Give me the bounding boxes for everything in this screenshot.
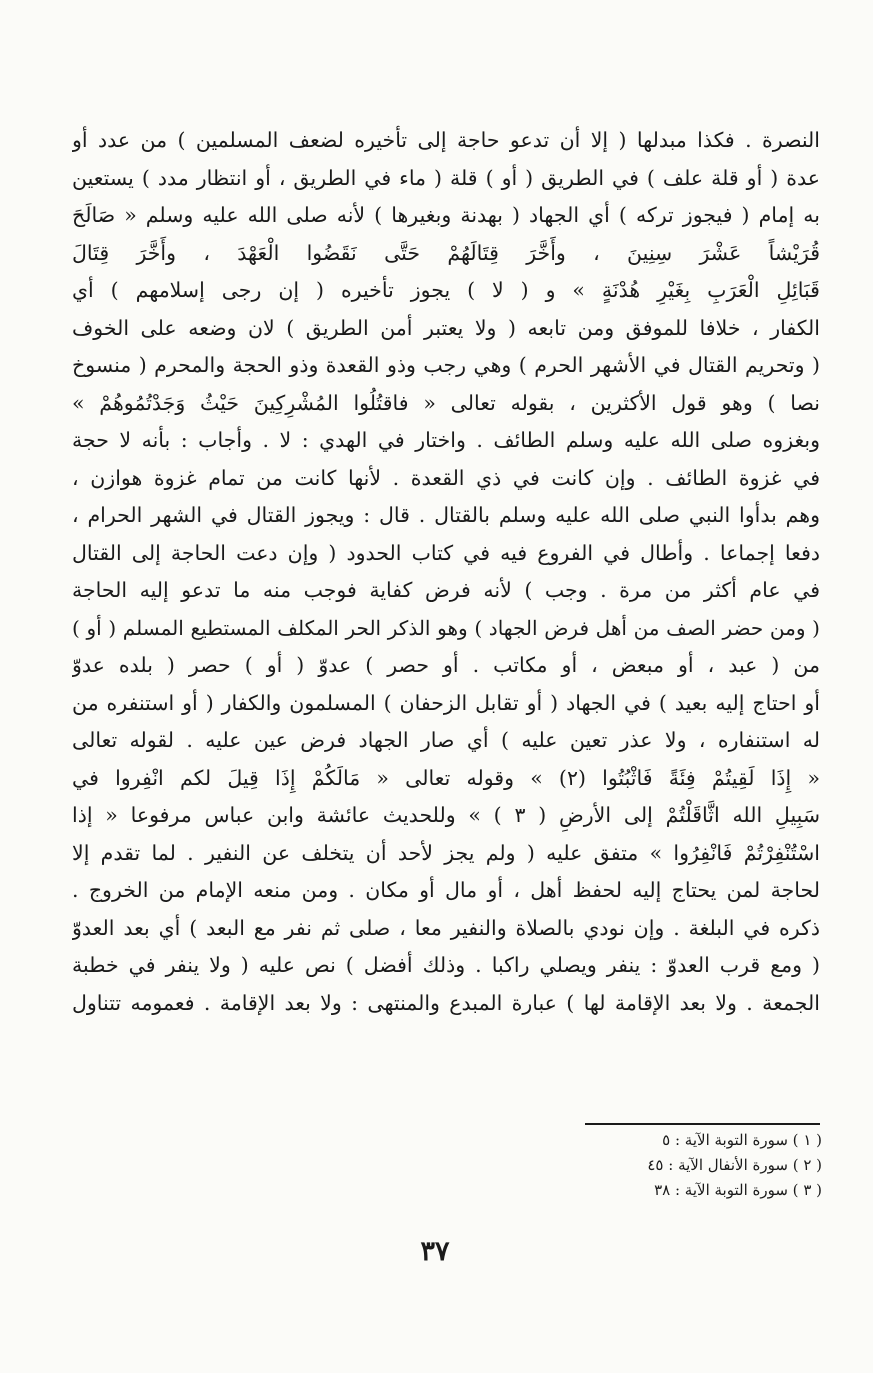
- text-line: أو احتاج إليه بعيد ) في الجهاد ( أو تقابل الزحفان ) المسلمون والكفار ( أو استنفره من: [72, 690, 820, 715]
- text-line: « إِذَا لَقِيتُمْ فِئَةً فَاثْبُتُوا (٢) » وقوله تعالى « مَالَكُمْ إِذَا قِيلَ لكم انْفِروا في: [72, 765, 820, 790]
- main-text: [72, 122, 820, 1022]
- text-line: في غزوة الطائف . وإن كانت في ذي القعدة . لأنها كانت من تمام غزوة هوازن ،: [72, 465, 820, 490]
- text-line: الجمعة . ولا بعد الإقامة لها ) عبارة المبدع والمنتهى : ولا بعد الإقامة . فعمومه تتناول: [72, 990, 820, 1015]
- text-line: النصرة . فكذا مبدلها ( إلا أن تدعو حاجة إلى تأخيره لضعف المسلمين ) من عدد أو: [72, 128, 820, 152]
- text-line: اسْتُنْفِرْتُمْ فَانْفِرُوا » متفق عليه ( ولم يجز لأحد أن يتخلف عن النفير . لما تقدم إلا: [72, 840, 820, 865]
- text-line: قَبَائِلِ الْعَرَبِ بِغَيْرِ هُدْنَةٍ » و ( لا ) يجوز تأخيره ( إن رجى إسلامهم ) أي: [72, 278, 820, 302]
- footnote-3: ( ٣ ) سورة التوبة الآية : ٣٨: [654, 1181, 822, 1199]
- text-line: عدة ( أو قلة علف ) في الطريق ( أو ) قلة ( ماء في الطريق ، أو انتظار مدد ) يستعين: [72, 165, 820, 190]
- footnote-divider: [585, 1123, 820, 1125]
- footnote-2: ( ٢ ) سورة الأنفال الآية : ٤٥: [647, 1156, 822, 1174]
- text-line: له استنفاره ، ولا عذر تعين عليه ) أي صار الجهاد فرض عين عليه . لقوله تعالى: [72, 728, 820, 752]
- page-number: ٣٧: [420, 1236, 450, 1267]
- footnotes: [560, 1128, 822, 1203]
- text-line: دفعا إجماعا . وأطال في الفروع فيه في كتاب الحدود ( وإن دعت الحاجة إلى القتال: [72, 540, 820, 565]
- text-line: وهم بدأوا النبي صلى الله عليه وسلم بالقتال . قال : ويجوز القتال في الشهر الحرام ،: [72, 503, 820, 527]
- text-line: ( وتحريم القتال في الأشهر الحرم ) وهي رجب وذو القعدة وذو الحجة والمحرم ( منسوخ: [72, 353, 820, 377]
- text-line: قُرَيْشاً عَشْرَ سِنِينَ ، وأَخَّرَ قِتَالَهُمْ حَتَّى نَقَضُوا الْعَهْدَ ، وأَخَّرَ قِتَالَ: [72, 240, 820, 265]
- text-line: من ( عبد ، أو مبعض ، أو مكاتب . أو حصر ) عدوّ ( أو ) حصر ( بلده عدوّ: [72, 653, 820, 677]
- text-line: سَبِيلِ الله اثَّاقَلْتُمْ إلى الأرضِ ( ٣ ) » وللحديث عائشة وابن عباس مرفوعا « إذا: [72, 803, 820, 827]
- footnote-1: ( ١ ) سورة التوبة الآية : ٥: [662, 1131, 822, 1149]
- text-line: ( ومن حضر الصف من أهل فرض الجهاد ) وهو الذكر الحر المكلف المستطيع المسلم ( أو ): [72, 615, 820, 640]
- text-line: لحاجة لمن يحتاج إليه لحفظ أهل ، أو مال أو مكان . ومن منعه الإمام من الخروج .: [72, 878, 820, 902]
- text-line: ( ومع قرب العدوّ : ينفر ويصلي راكبا . وذلك أفضل ) نص عليه ( ولا ينفر في خطبة: [72, 953, 820, 977]
- text-line: نصا ) وهو قول الأكثرين ، بقوله تعالى « فاقتُلُوا المُشْرِكِينَ حَيْثُ وَجَدْتُمُوهُمْ »: [72, 390, 820, 415]
- text-line: وبغزوه صلى الله عليه وسلم الطائف . واختار في الهدي : لا . وأجاب : بأنه لا حجة: [72, 428, 820, 452]
- text-line: به إمام ( فيجوز تركه ) أي الجهاد ( بهدنة وبغيرها ) لأنه صلى الله عليه وسلم « صَالَحَ: [72, 203, 820, 227]
- text-line: في عام أكثر من مرة . وجب ) لأنه فرض كفاية فوجب منه ما تدعو إليه الحاجة: [72, 578, 820, 602]
- text-line: الكفار ، خلافا للموفق ومن تابعه ( ولا يعتبر أمن الطريق ) لان وضعه على الخوف: [72, 315, 820, 340]
- text-line: ذكره في البلغة . وإن نودي بالصلاة والنفير معا ، صلى ثم نفر مع البعد ) أي بعد العدوّ: [72, 915, 820, 940]
